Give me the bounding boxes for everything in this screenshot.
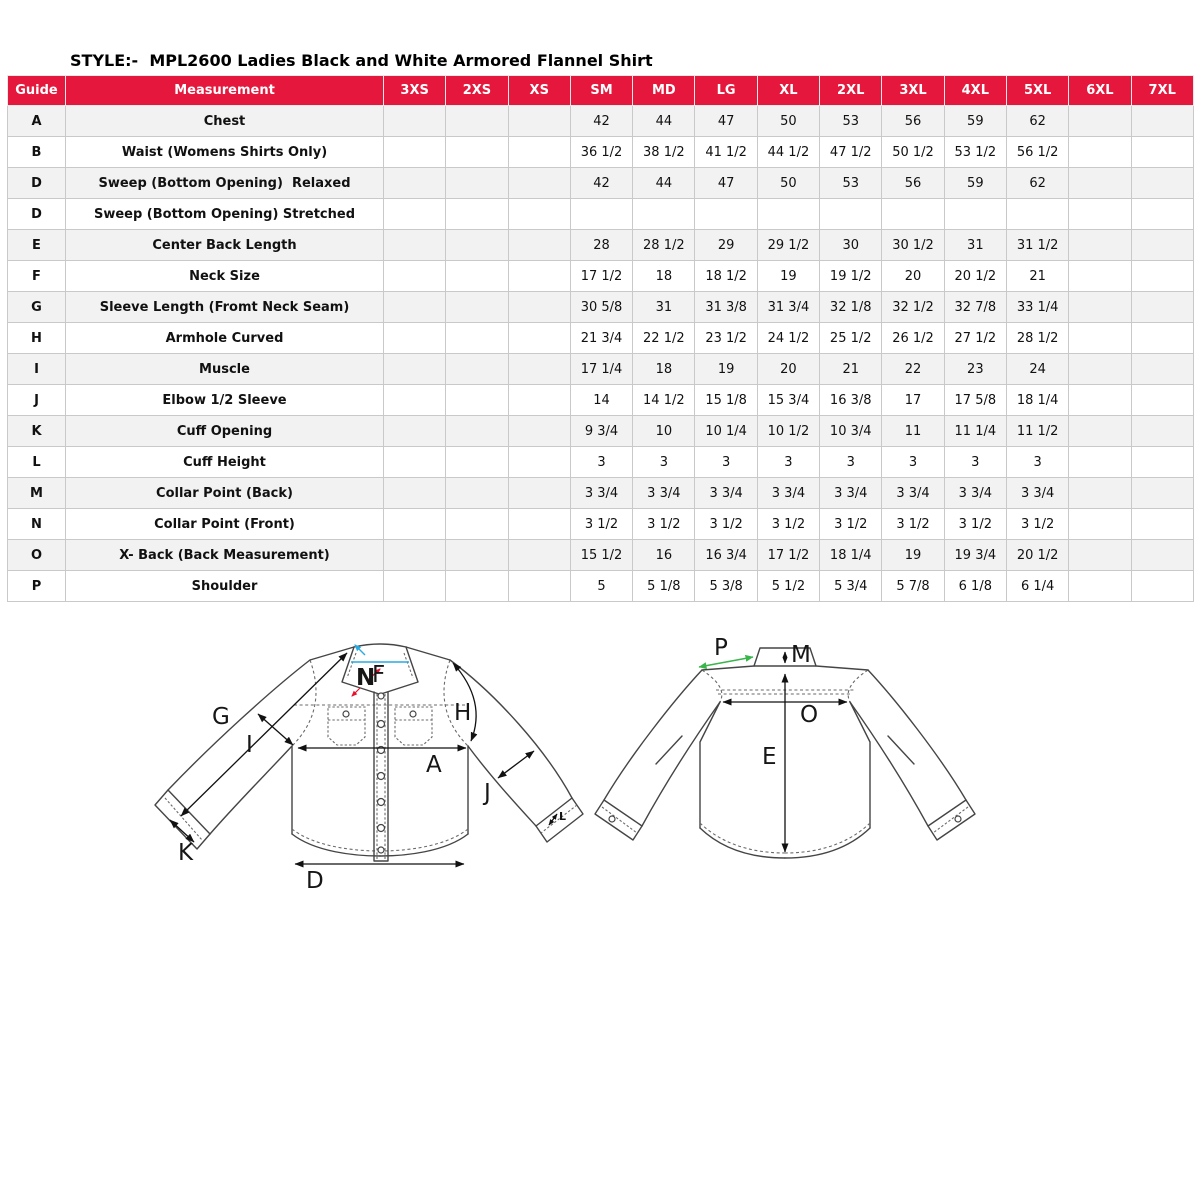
value-cell <box>446 168 508 199</box>
value-cell: 25 1/2 <box>820 323 882 354</box>
front-label-k: K <box>178 840 194 866</box>
value-cell: 53 1/2 <box>944 137 1006 168</box>
measurement-row-a <box>8 106 1194 137</box>
value-cell: 15 1/2 <box>570 540 632 571</box>
value-cell <box>1131 540 1193 571</box>
column-header-3xl: 3XL <box>882 76 944 106</box>
value-cell <box>384 137 446 168</box>
value-cell <box>384 385 446 416</box>
value-cell <box>384 447 446 478</box>
guide-cell: O <box>8 540 66 571</box>
value-cell: 11 <box>882 416 944 447</box>
guide-cell: D <box>8 199 66 230</box>
value-cell: 3 <box>944 447 1006 478</box>
value-cell <box>446 199 508 230</box>
value-cell <box>384 230 446 261</box>
value-cell: 5 7/8 <box>882 571 944 602</box>
value-cell: 21 3/4 <box>570 323 632 354</box>
value-cell <box>508 416 570 447</box>
measurement-cell: Chest <box>66 106 384 137</box>
value-cell: 59 <box>944 106 1006 137</box>
value-cell: 32 1/2 <box>882 292 944 323</box>
value-cell <box>1131 447 1193 478</box>
value-cell: 27 1/2 <box>944 323 1006 354</box>
measurement-cell: Center Back Length <box>66 230 384 261</box>
value-cell <box>1069 261 1131 292</box>
measurement-row-b <box>8 137 1194 168</box>
measurement-row-m <box>8 478 1194 509</box>
measurement-row-j <box>8 385 1194 416</box>
measurement-row-p <box>8 571 1194 602</box>
value-cell: 5 1/8 <box>633 571 695 602</box>
value-cell <box>1069 168 1131 199</box>
value-cell <box>508 168 570 199</box>
front-label-d: D <box>306 868 324 894</box>
guide-cell: M <box>8 478 66 509</box>
value-cell: 14 <box>570 385 632 416</box>
value-cell: 15 3/4 <box>757 385 819 416</box>
measurement-cell: Muscle <box>66 354 384 385</box>
back-label-p: P <box>714 635 728 661</box>
front-label-i: I <box>246 732 253 758</box>
value-cell <box>1131 509 1193 540</box>
value-cell: 3 1/2 <box>882 509 944 540</box>
measurement-cell: Cuff Opening <box>66 416 384 447</box>
value-cell: 5 3/8 <box>695 571 757 602</box>
value-cell <box>446 261 508 292</box>
value-cell <box>1131 261 1193 292</box>
value-cell <box>508 261 570 292</box>
value-cell <box>1131 106 1193 137</box>
value-cell: 3 <box>1006 447 1068 478</box>
guide-cell: D <box>8 168 66 199</box>
value-cell <box>1069 323 1131 354</box>
value-cell <box>1131 199 1193 230</box>
value-cell: 3 <box>820 447 882 478</box>
value-cell <box>757 199 819 230</box>
column-header-5xl: 5XL <box>1006 76 1068 106</box>
value-cell: 32 7/8 <box>944 292 1006 323</box>
value-cell: 28 1/2 <box>633 230 695 261</box>
value-cell <box>882 199 944 230</box>
value-cell <box>1131 168 1193 199</box>
value-cell <box>384 571 446 602</box>
value-cell: 56 <box>882 168 944 199</box>
value-cell <box>1069 354 1131 385</box>
value-cell <box>508 478 570 509</box>
column-header-md: MD <box>633 76 695 106</box>
value-cell: 20 1/2 <box>1006 540 1068 571</box>
value-cell <box>384 261 446 292</box>
column-header-guide: Guide <box>8 76 66 106</box>
value-cell <box>1131 137 1193 168</box>
value-cell <box>1131 292 1193 323</box>
back-label-m: M <box>791 642 811 668</box>
value-cell <box>508 447 570 478</box>
value-cell: 16 3/4 <box>695 540 757 571</box>
column-header-xs: XS <box>508 76 570 106</box>
value-cell <box>446 292 508 323</box>
value-cell: 6 1/8 <box>944 571 1006 602</box>
value-cell: 24 <box>1006 354 1068 385</box>
value-cell: 62 <box>1006 106 1068 137</box>
column-header-xl: XL <box>757 76 819 106</box>
value-cell: 3 3/4 <box>695 478 757 509</box>
value-cell: 22 <box>882 354 944 385</box>
measurement-cell: Shoulder <box>66 571 384 602</box>
value-cell: 3 <box>757 447 819 478</box>
value-cell <box>508 292 570 323</box>
value-cell: 23 1/2 <box>695 323 757 354</box>
measurement-row-i <box>8 354 1194 385</box>
measurement-row-o <box>8 540 1194 571</box>
value-cell <box>384 354 446 385</box>
front-label-g: G <box>212 704 230 730</box>
value-cell: 5 3/4 <box>820 571 882 602</box>
value-cell: 19 <box>695 354 757 385</box>
value-cell <box>508 540 570 571</box>
measurement-row-d <box>8 199 1194 230</box>
value-cell <box>1131 354 1193 385</box>
measurement-row-g <box>8 292 1194 323</box>
column-header-4xl: 4XL <box>944 76 1006 106</box>
value-cell: 33 1/4 <box>1006 292 1068 323</box>
value-cell: 3 1/2 <box>1006 509 1068 540</box>
guide-cell: I <box>8 354 66 385</box>
measurement-cell: Elbow 1/2 Sleeve <box>66 385 384 416</box>
value-cell <box>446 509 508 540</box>
value-cell <box>384 509 446 540</box>
value-cell: 20 <box>757 354 819 385</box>
measurement-cell: Neck Size <box>66 261 384 292</box>
value-cell <box>446 416 508 447</box>
column-header-3xs: 3XS <box>384 76 446 106</box>
value-cell <box>1069 385 1131 416</box>
value-cell <box>1069 540 1131 571</box>
value-cell <box>508 230 570 261</box>
value-cell: 16 <box>633 540 695 571</box>
value-cell: 62 <box>1006 168 1068 199</box>
value-cell: 42 <box>570 168 632 199</box>
value-cell <box>820 199 882 230</box>
measurement-cell: Collar Point (Front) <box>66 509 384 540</box>
value-cell: 36 1/2 <box>570 137 632 168</box>
guide-cell: K <box>8 416 66 447</box>
value-cell: 3 <box>882 447 944 478</box>
value-cell: 11 1/4 <box>944 416 1006 447</box>
value-cell: 21 <box>1006 261 1068 292</box>
value-cell: 44 <box>633 168 695 199</box>
value-cell: 6 1/4 <box>1006 571 1068 602</box>
value-cell: 3 <box>570 447 632 478</box>
value-cell <box>446 137 508 168</box>
column-header-6xl: 6XL <box>1069 76 1131 106</box>
value-cell <box>1131 230 1193 261</box>
value-cell: 9 3/4 <box>570 416 632 447</box>
value-cell: 31 1/2 <box>1006 230 1068 261</box>
back-label-o: O <box>800 702 819 728</box>
value-cell: 59 <box>944 168 1006 199</box>
measurement-cell: Armhole Curved <box>66 323 384 354</box>
value-cell: 38 1/2 <box>633 137 695 168</box>
value-cell: 16 3/8 <box>820 385 882 416</box>
value-cell: 3 3/4 <box>633 478 695 509</box>
value-cell <box>695 199 757 230</box>
value-cell: 44 1/2 <box>757 137 819 168</box>
value-cell <box>633 199 695 230</box>
column-header-lg: LG <box>695 76 757 106</box>
value-cell: 18 1/2 <box>695 261 757 292</box>
value-cell: 31 <box>944 230 1006 261</box>
measurement-row-e <box>8 230 1194 261</box>
value-cell <box>384 292 446 323</box>
measurement-cell: Sleeve Length (Fromt Neck Seam) <box>66 292 384 323</box>
value-cell: 17 <box>882 385 944 416</box>
value-cell: 47 <box>695 168 757 199</box>
value-cell <box>446 540 508 571</box>
value-cell: 10 3/4 <box>820 416 882 447</box>
measurement-cell: Collar Point (Back) <box>66 478 384 509</box>
value-cell: 5 1/2 <box>757 571 819 602</box>
value-cell: 3 3/4 <box>1006 478 1068 509</box>
value-cell <box>384 478 446 509</box>
column-header-2xs: 2XS <box>446 76 508 106</box>
value-cell: 47 1/2 <box>820 137 882 168</box>
value-cell: 10 <box>633 416 695 447</box>
value-cell: 18 1/4 <box>820 540 882 571</box>
guide-cell: P <box>8 571 66 602</box>
guide-cell: L <box>8 447 66 478</box>
value-cell <box>446 230 508 261</box>
value-cell: 3 <box>633 447 695 478</box>
value-cell <box>508 509 570 540</box>
value-cell <box>446 354 508 385</box>
value-cell: 3 3/4 <box>570 478 632 509</box>
guide-cell: N <box>8 509 66 540</box>
value-cell: 3 1/2 <box>633 509 695 540</box>
value-cell <box>1069 571 1131 602</box>
value-cell: 17 1/2 <box>570 261 632 292</box>
value-cell <box>446 106 508 137</box>
value-cell: 3 3/4 <box>820 478 882 509</box>
value-cell: 10 1/2 <box>757 416 819 447</box>
value-cell <box>508 106 570 137</box>
value-cell: 17 1/2 <box>757 540 819 571</box>
value-cell <box>446 385 508 416</box>
value-cell <box>508 323 570 354</box>
column-header-7xl: 7XL <box>1131 76 1193 106</box>
value-cell: 3 3/4 <box>757 478 819 509</box>
value-cell: 3 3/4 <box>944 478 1006 509</box>
back-label-e: E <box>762 744 777 770</box>
value-cell <box>1006 199 1068 230</box>
value-cell <box>508 354 570 385</box>
value-cell: 42 <box>570 106 632 137</box>
measurement-cell: X- Back (Back Measurement) <box>66 540 384 571</box>
value-cell: 11 1/2 <box>1006 416 1068 447</box>
value-cell <box>1069 199 1131 230</box>
value-cell: 19 3/4 <box>944 540 1006 571</box>
guide-cell: J <box>8 385 66 416</box>
value-cell: 50 1/2 <box>882 137 944 168</box>
value-cell: 30 1/2 <box>882 230 944 261</box>
measurement-row-d <box>8 168 1194 199</box>
value-cell: 41 1/2 <box>695 137 757 168</box>
value-cell <box>384 168 446 199</box>
front-label-a: A <box>426 752 442 778</box>
size-table <box>7 75 1194 602</box>
front-label-h: H <box>454 700 472 726</box>
measurement-cell: Waist (Womens Shirts Only) <box>66 137 384 168</box>
guide-cell: F <box>8 261 66 292</box>
value-cell <box>446 571 508 602</box>
shirt-back-diagram <box>590 630 1010 900</box>
front-label-f: F <box>372 662 386 688</box>
value-cell: 31 <box>633 292 695 323</box>
value-cell: 18 1/4 <box>1006 385 1068 416</box>
value-cell: 30 <box>820 230 882 261</box>
value-cell: 15 1/8 <box>695 385 757 416</box>
value-cell: 29 1/2 <box>757 230 819 261</box>
measurement-row-f <box>8 261 1194 292</box>
value-cell: 17 1/4 <box>570 354 632 385</box>
column-header-measurement: Measurement <box>66 76 384 106</box>
value-cell <box>446 323 508 354</box>
measurement-cell: Sweep (Bottom Opening) Stretched <box>66 199 384 230</box>
measurement-cell: Cuff Height <box>66 447 384 478</box>
value-cell: 5 <box>570 571 632 602</box>
value-cell: 26 1/2 <box>882 323 944 354</box>
value-cell: 3 <box>695 447 757 478</box>
value-cell: 24 1/2 <box>757 323 819 354</box>
value-cell <box>1069 137 1131 168</box>
column-header-2xl: 2XL <box>820 76 882 106</box>
measurement-cell: Sweep (Bottom Opening) Relaxed <box>66 168 384 199</box>
value-cell <box>1131 571 1193 602</box>
value-cell: 14 1/2 <box>633 385 695 416</box>
value-cell: 19 <box>757 261 819 292</box>
value-cell: 23 <box>944 354 1006 385</box>
value-cell: 19 1/2 <box>820 261 882 292</box>
size-table-body <box>8 106 1194 602</box>
value-cell <box>508 199 570 230</box>
value-cell <box>1069 106 1131 137</box>
value-cell <box>1069 509 1131 540</box>
value-cell: 30 5/8 <box>570 292 632 323</box>
value-cell: 50 <box>757 168 819 199</box>
value-cell: 3 1/2 <box>570 509 632 540</box>
value-cell <box>508 137 570 168</box>
shirt-front-diagram <box>150 628 610 918</box>
value-cell: 3 1/2 <box>820 509 882 540</box>
value-cell <box>944 199 1006 230</box>
value-cell: 56 1/2 <box>1006 137 1068 168</box>
value-cell <box>1069 416 1131 447</box>
value-cell <box>446 478 508 509</box>
value-cell <box>384 323 446 354</box>
value-cell: 32 1/8 <box>820 292 882 323</box>
value-cell: 18 <box>633 261 695 292</box>
value-cell <box>508 385 570 416</box>
size-table-header <box>8 76 1194 106</box>
value-cell: 47 <box>695 106 757 137</box>
value-cell: 31 3/8 <box>695 292 757 323</box>
value-cell: 31 3/4 <box>757 292 819 323</box>
value-cell: 53 <box>820 168 882 199</box>
value-cell <box>1131 416 1193 447</box>
value-cell <box>1069 230 1131 261</box>
front-label-l: L <box>559 810 567 823</box>
value-cell: 21 <box>820 354 882 385</box>
value-cell: 22 1/2 <box>633 323 695 354</box>
value-cell: 3 1/2 <box>695 509 757 540</box>
guide-cell: E <box>8 230 66 261</box>
value-cell: 29 <box>695 230 757 261</box>
front-label-j: J <box>484 780 491 806</box>
value-cell: 53 <box>820 106 882 137</box>
measurement-row-h <box>8 323 1194 354</box>
value-cell <box>1131 478 1193 509</box>
value-cell <box>384 416 446 447</box>
value-cell <box>1131 385 1193 416</box>
value-cell: 3 1/2 <box>944 509 1006 540</box>
front-label-n: N <box>356 665 376 691</box>
value-cell <box>1069 292 1131 323</box>
value-cell: 44 <box>633 106 695 137</box>
measurement-row-k <box>8 416 1194 447</box>
value-cell <box>384 199 446 230</box>
value-cell: 19 <box>882 540 944 571</box>
value-cell <box>570 199 632 230</box>
measurement-row-n <box>8 509 1194 540</box>
value-cell: 56 <box>882 106 944 137</box>
value-cell <box>384 540 446 571</box>
header-row <box>8 76 1194 106</box>
value-cell: 28 1/2 <box>1006 323 1068 354</box>
value-cell: 18 <box>633 354 695 385</box>
guide-cell: B <box>8 137 66 168</box>
value-cell <box>384 106 446 137</box>
value-cell: 50 <box>757 106 819 137</box>
value-cell: 3 1/2 <box>757 509 819 540</box>
guide-cell: A <box>8 106 66 137</box>
value-cell <box>1069 447 1131 478</box>
value-cell: 28 <box>570 230 632 261</box>
value-cell: 20 1/2 <box>944 261 1006 292</box>
value-cell <box>1131 323 1193 354</box>
column-header-sm: SM <box>570 76 632 106</box>
page-title: STYLE:- MPL2600 Ladies Black and White Armored Flannel Shirt <box>70 51 653 70</box>
guide-cell: G <box>8 292 66 323</box>
guide-cell: H <box>8 323 66 354</box>
value-cell: 20 <box>882 261 944 292</box>
value-cell: 17 5/8 <box>944 385 1006 416</box>
value-cell <box>508 571 570 602</box>
value-cell <box>446 447 508 478</box>
value-cell: 3 3/4 <box>882 478 944 509</box>
measurement-row-l <box>8 447 1194 478</box>
value-cell: 10 1/4 <box>695 416 757 447</box>
value-cell <box>1069 478 1131 509</box>
